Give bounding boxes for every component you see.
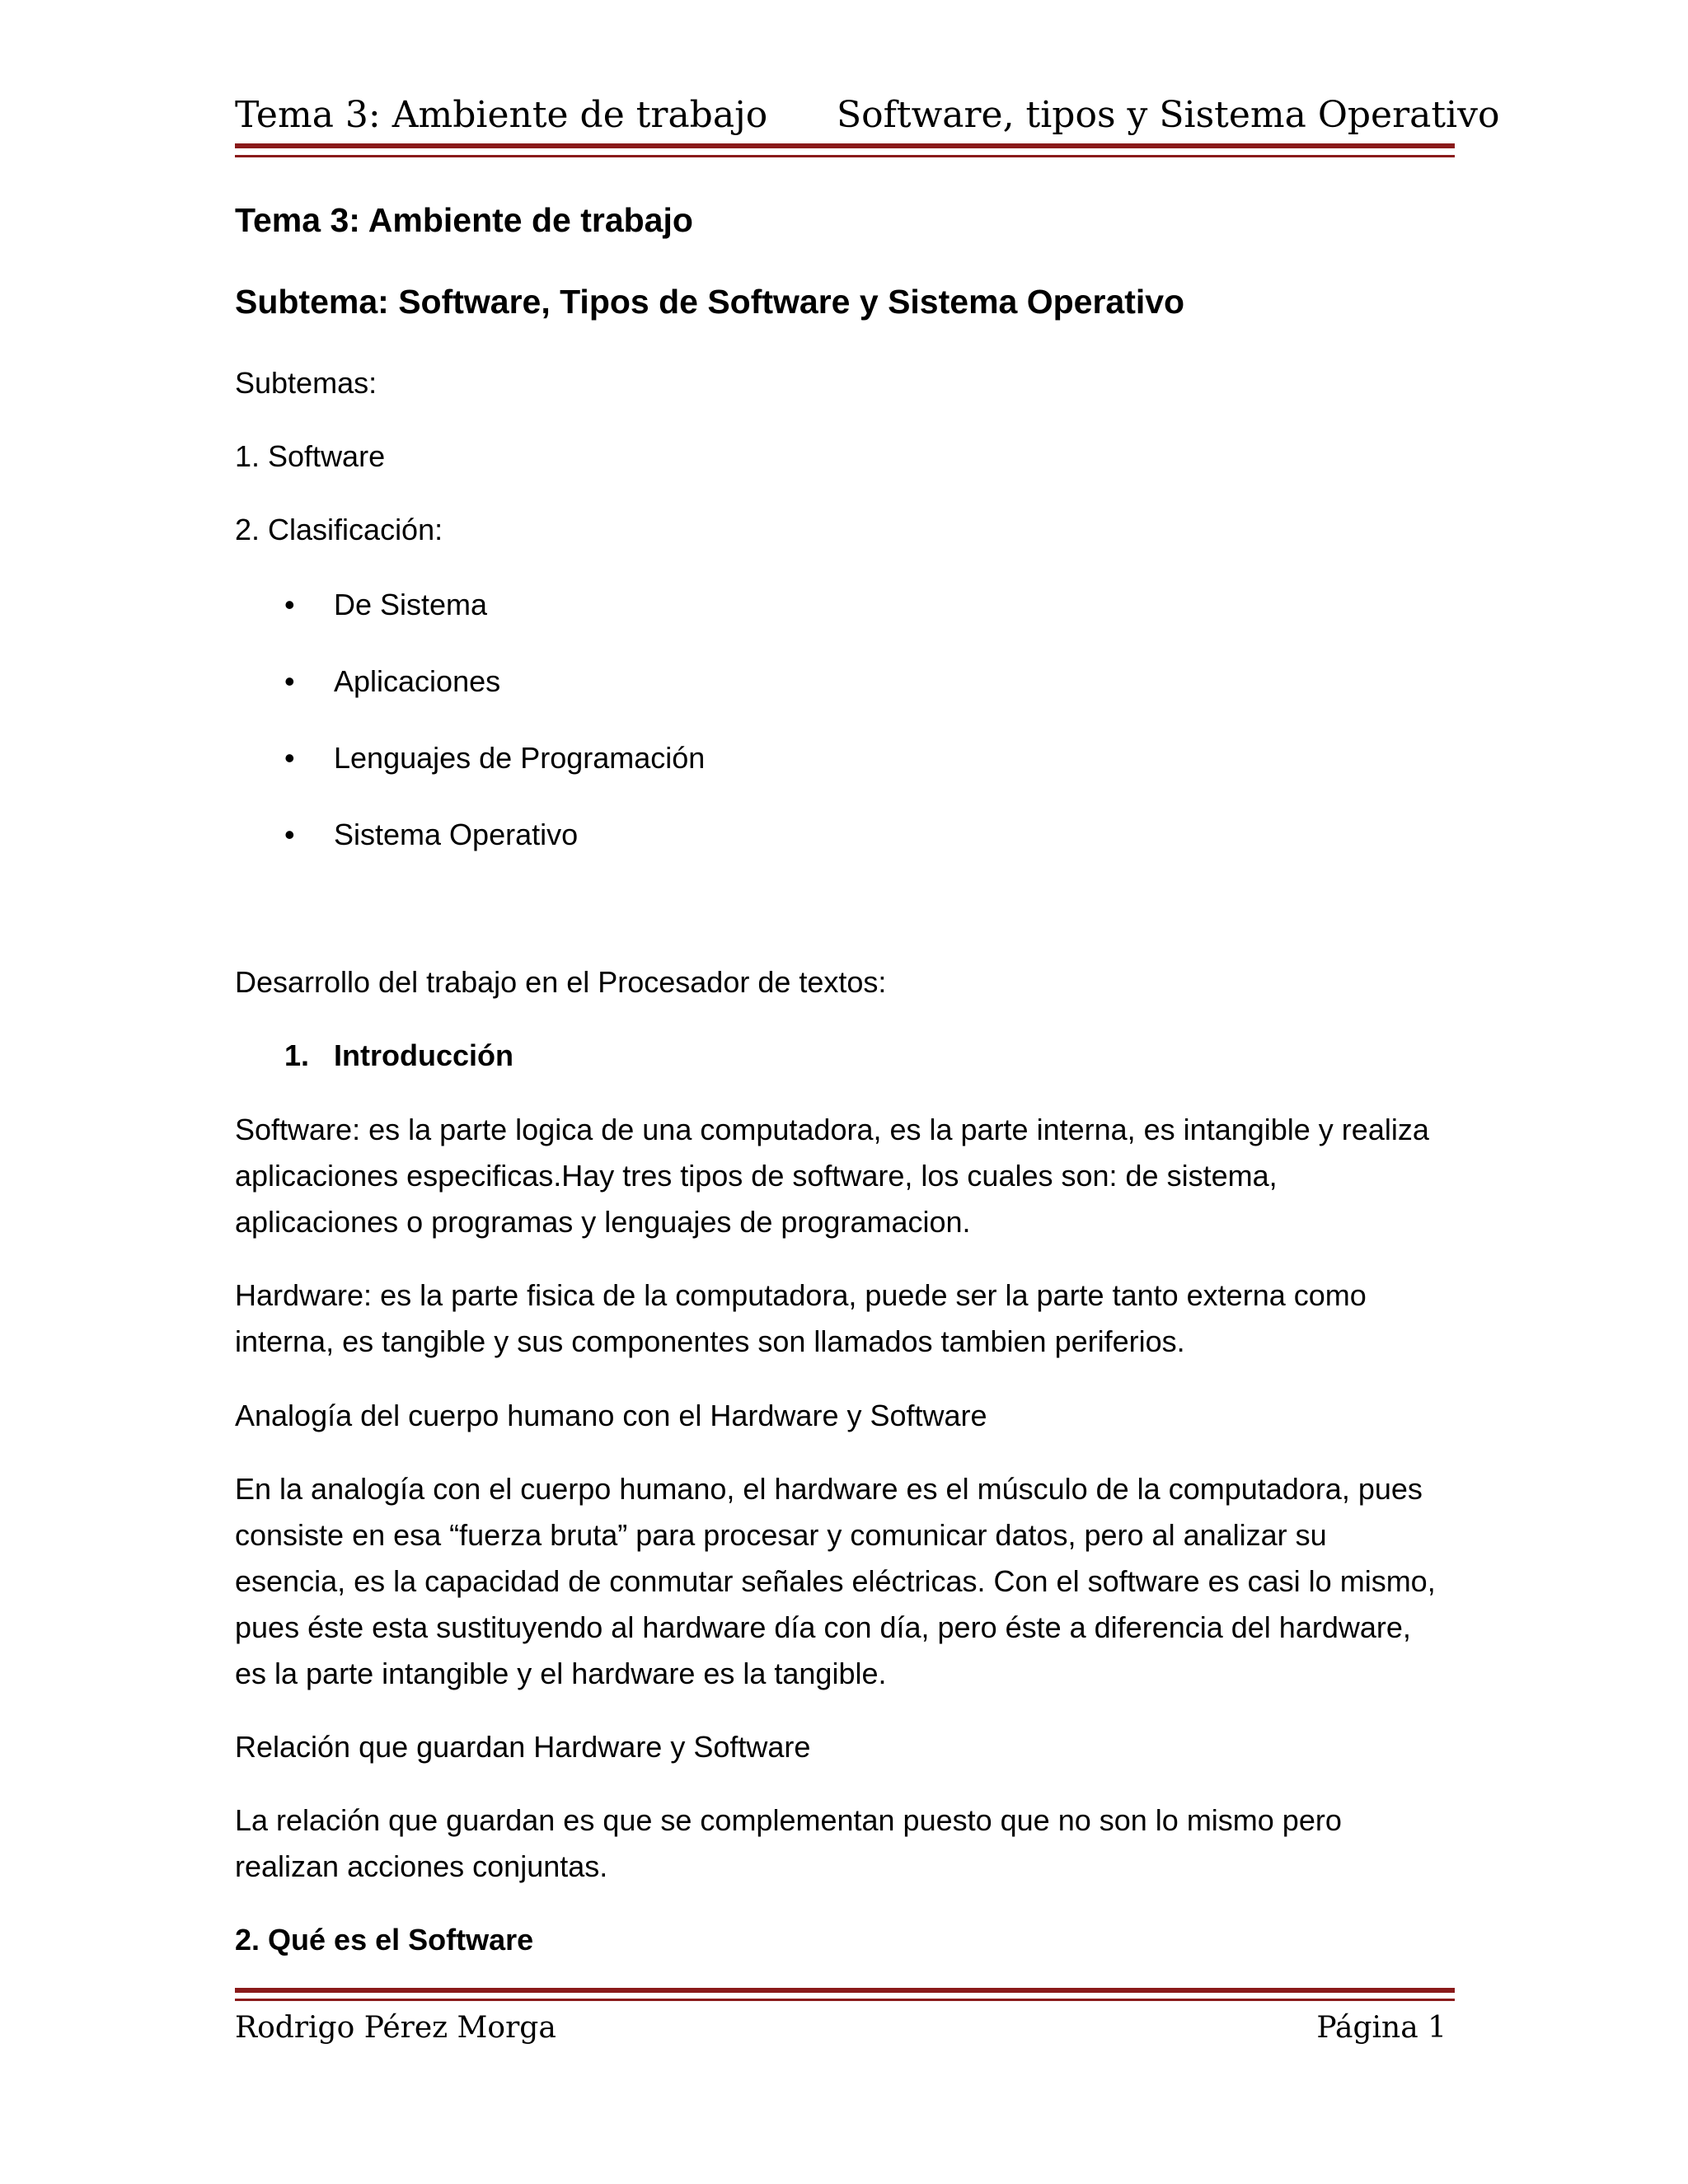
bullet-item: Sistema Operativo xyxy=(334,818,579,851)
section-1-number: 1. xyxy=(284,1038,310,1072)
footer-rule-thin xyxy=(235,1999,1455,2001)
page-footer xyxy=(235,2008,1455,2049)
bullet-icon: • xyxy=(284,588,295,621)
bullet-item: Aplicaciones xyxy=(334,664,501,698)
page-title: Tema 3: Ambiente de trabajo xyxy=(235,201,693,239)
analogia-para-line: esencia, es la capacidad de conmutar señales eléctricas. Con el software es casi lo mismo, xyxy=(235,1564,1436,1598)
page-header xyxy=(235,91,1500,140)
header-right-text: Software, tipos y Sistema Operativo xyxy=(837,94,1500,136)
section-1-heading: Introducción xyxy=(334,1038,513,1072)
subtemas-label: Subtemas: xyxy=(235,366,377,400)
bullet-icon: • xyxy=(284,818,295,851)
software-para-line: aplicaciones especificas.Hay tres tipos de software, los cuales son: de sistema, xyxy=(235,1159,1278,1193)
relacion-para-line: realizan acciones conjuntas. xyxy=(235,1849,608,1883)
footer-page-number: Página 1 xyxy=(1316,2011,1447,2045)
relacion-heading: Relación que guardan Hardware y Software xyxy=(235,1730,811,1764)
desarrollo-line: Desarrollo del trabajo en el Procesador de textos: xyxy=(235,965,887,999)
bullet-item: De Sistema xyxy=(334,588,488,621)
header-rule-thin xyxy=(235,155,1455,157)
bullet-icon: • xyxy=(284,741,295,775)
page-subtitle: Subtema: Software, Tipos de Software y Sistema Operativo xyxy=(235,283,1185,321)
analogia-para-line: pues éste esta sustituyendo al hardware día con día, pero éste a diferencia del hardware, xyxy=(235,1610,1411,1644)
footer-author: Rodrigo Pérez Morga xyxy=(235,2011,556,2045)
relacion-para-line: La relación que guardan es que se complementan puesto que no son lo mismo pero xyxy=(235,1803,1342,1837)
outline-item-2: 2. Clasificación: xyxy=(235,513,443,546)
outline-item-1: 1. Software xyxy=(235,439,386,473)
analogia-heading: Analogía del cuerpo humano con el Hardware y Software xyxy=(235,1399,987,1432)
analogia-para-line: es la parte intangible y el hardware es la tangible. xyxy=(235,1657,887,1690)
analogia-para-line: En la analogía con el cuerpo humano, el hardware es el músculo de la computadora, pues xyxy=(235,1472,1423,1506)
analogia-para-line: consiste en esa “fuerza bruta” para procesar y comunicar datos, pero al analizar su xyxy=(235,1518,1327,1552)
section-2-heading: 2. Qué es el Software xyxy=(235,1923,534,1957)
bullet-icon: • xyxy=(284,664,295,698)
footer-rule-thick xyxy=(235,1988,1455,1993)
hardware-para-line: Hardware: es la parte fisica de la computadora, puede ser la parte tanto externa como xyxy=(235,1278,1367,1312)
bullet-item: Lenguajes de Programación xyxy=(334,741,706,775)
header-left-text: Tema 3: Ambiente de trabajo xyxy=(235,94,768,136)
hardware-para-line: interna, es tangible y sus componentes son llamados tambien periferios. xyxy=(235,1324,1185,1358)
software-para-line: aplicaciones o programas y lenguajes de programacion. xyxy=(235,1205,971,1239)
header-rule-thick xyxy=(235,143,1455,148)
software-para-line: Software: es la parte logica de una computadora, es la parte interna, es intangible y realiza xyxy=(235,1113,1429,1146)
